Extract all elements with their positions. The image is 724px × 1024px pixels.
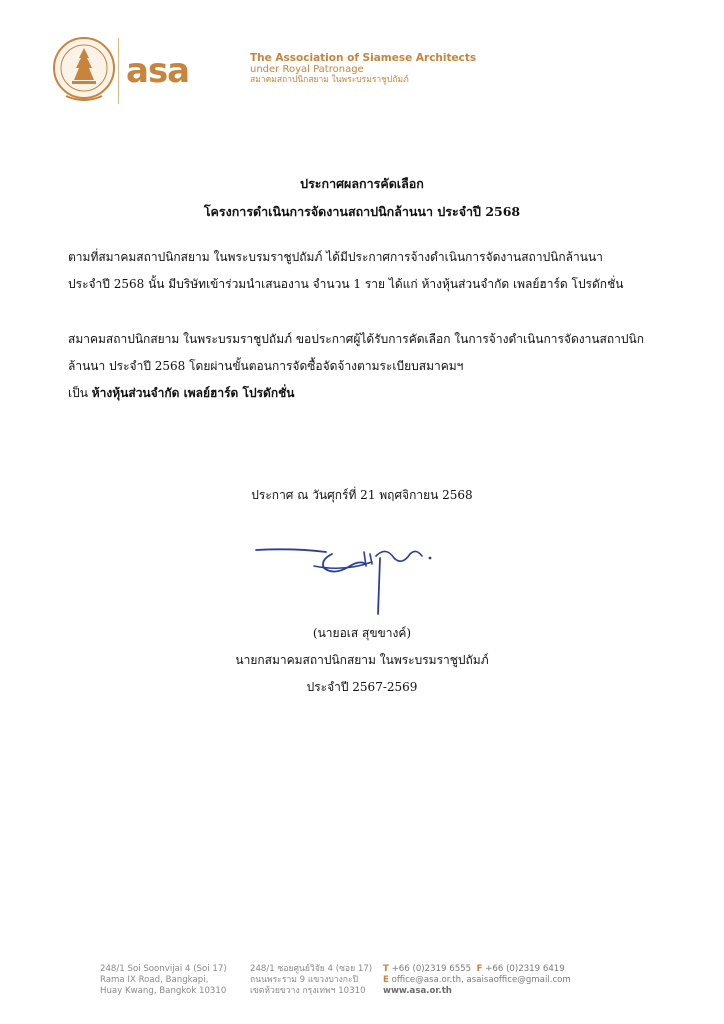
org-name-en: The Association of Siamese Architects <box>250 52 477 64</box>
address-th-line: ถนนพระราม 9 แขวงบางกะปิ <box>250 975 359 985</box>
signer-name: (นายอเส สุขขางค์) <box>312 626 412 640</box>
paragraph-2 <box>68 326 668 407</box>
email-address[interactable]: office@asa.or.th, asaisaoffice@gmail.com <box>391 975 571 985</box>
paragraph-2-line-1: สมาคมสถาปนิกสยาม ในพระบรมราชูปถัมภ์ ขอประกาศผู้ได้รับการคัดเลือก ในการจ้างดำเนินการจัดงานสถาปนิก <box>68 332 644 346</box>
winner-name: ห้างหุ้นส่วนจำกัด เพลย์ฮาร์ด โปรดักชั่น <box>91 386 295 400</box>
signer-block <box>0 620 724 701</box>
org-name-th: สมาคมสถาปนิกสยาม ในพระบรมราชูปถัมภ์ <box>250 74 409 85</box>
address-en-line: Huay Kwang, Bangkok 10310 <box>100 986 227 996</box>
announcement-title <box>0 170 724 226</box>
paragraph-1-line-2: ประจำปี 2568 นั้น มีบริษัทเข้าร่วมนำเสนองาน จำนวน 1 ราย ได้แก่ ห้างหุ้นส่วนจำกัด เพลย์ฮาร์ด โปรดักชั่น <box>68 277 624 291</box>
signer-position: นายกสมาคมสถาปนิกสยาม ในพระบรมราชูปถัมภ์ <box>235 653 489 667</box>
tel-label: T <box>383 964 389 974</box>
fax-number: +66 (0)2319 6419 <box>485 964 565 974</box>
email-line <box>383 975 571 986</box>
email-label: E <box>383 975 389 985</box>
paragraph-2-line-2: ล้านนา ประจำปี 2568 โดยผ่านขั้นตอนการจัดซื้อจัดจ้างตามระเบียบสมาคมฯ <box>68 359 464 373</box>
handwritten-signature <box>254 536 434 616</box>
address-th-line: 248/1 ซอยศูนย์วิจัย 4 (ซอย 17) <box>250 964 373 974</box>
fax-label: F <box>476 964 483 974</box>
tel-number[interactable]: +66 (0)2319 6555 <box>391 964 472 974</box>
title-line-2: โครงการดำเนินการจัดงานสถาปนิกล้านนา ประจำปี 2568 <box>203 204 521 219</box>
org-subtitle-en: under Royal Patronage <box>250 64 364 76</box>
title-line-1: ประกาศผลการคัดเลือก <box>300 176 424 191</box>
phone-fax-line <box>383 964 571 975</box>
address-th-line: เขตห้วยขวาง กรุงเทพฯ 10310 <box>250 986 366 996</box>
address-en-line: 248/1 Soi Soonvijai 4 (Soi 17) <box>100 964 227 974</box>
asa-seal-logo <box>52 34 116 106</box>
winner-prefix: เป็น <box>68 386 92 400</box>
footer-address-en <box>100 964 227 997</box>
signer-term: ประจำปี 2567-2569 <box>306 680 418 694</box>
announcement-date: ประกาศ ณ วันศุกร์ที่ 21 พฤศจิกายน 2568 <box>251 488 473 502</box>
paragraph-1-line-1: ตามที่สมาคมสถาปนิกสยาม ในพระบรมราชูปถัมภ์ ได้มีประกาศการจ้างดำเนินการจัดงานสถาปนิกล้านนา <box>68 250 603 264</box>
asa-wordmark-logo <box>126 52 216 88</box>
svg-text:asa: asa <box>126 52 190 88</box>
paragraph-2-line-3 <box>68 380 668 407</box>
letterhead <box>52 34 672 112</box>
footer-address-th <box>250 964 372 997</box>
website-link[interactable]: www.asa.or.th <box>383 986 452 996</box>
organization-name <box>250 52 476 85</box>
paragraph-1 <box>68 244 668 298</box>
footer-contacts <box>383 964 571 997</box>
address-en-line: Rama IX Road, Bangkapi, <box>100 975 209 985</box>
letterhead-divider <box>118 38 119 104</box>
